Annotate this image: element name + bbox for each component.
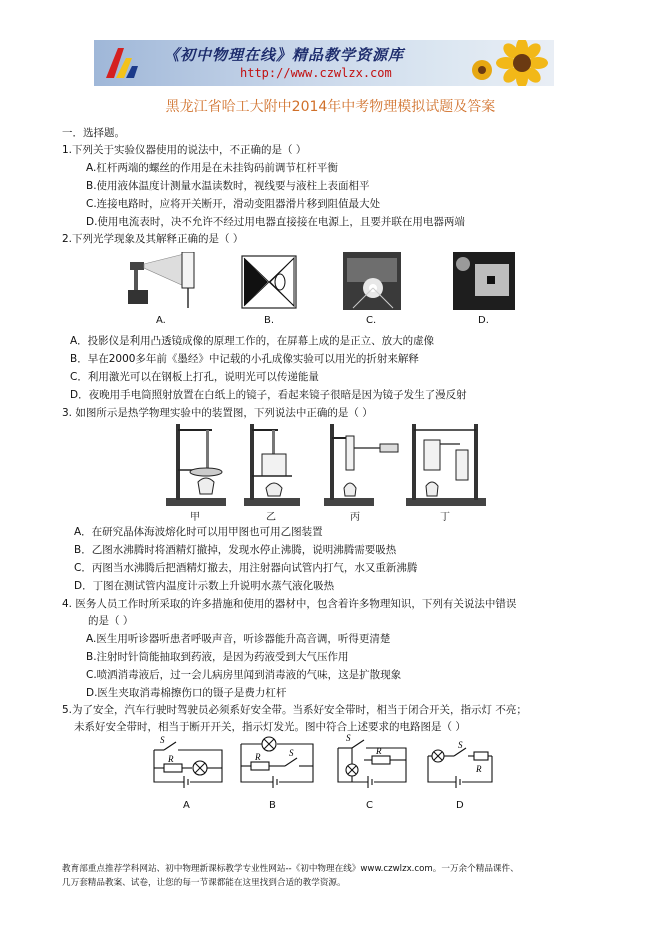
q4-option-b: B.注射时针筒能抽取到药液，是因为药液受到大气压作用: [86, 651, 349, 663]
q5-circuit-d: [424, 740, 496, 788]
q2-stem: 2.下列光学现象及其解释正确的是（ ）: [62, 233, 244, 245]
q3-figure-jia-apparatus: [164, 420, 234, 508]
q5-circuit-b: [237, 734, 317, 788]
site-logo-icon: [102, 44, 142, 82]
q1-option-b: B.使用液体温度计测量水温读数时，视线要与液柱上表面相平: [86, 180, 370, 192]
q3-option-d: D．丁图在测试管内温度计示数上升说明水蒸气液化吸热: [74, 580, 335, 592]
q2-figure-d-label: D.: [478, 315, 489, 326]
q4-option-a: A.医生用听诊器听患者呼吸声音，听诊器能升高音调，听得更清楚: [86, 633, 391, 645]
footer-line1: 教育部重点推荐学科网站、初中物理新课标教学专业性网站--《初中物理在线》www.czwlzx.com。一万余个精品课件、: [62, 864, 519, 874]
q5-stem-line2: 未系好安全带时，相当于断开开关，指示灯发光。图中符合上述要求的电路图是（ ）: [74, 721, 466, 733]
sunflower-icon: [464, 40, 554, 86]
q5-figure-b-label: B: [269, 800, 276, 811]
q3-figure-ding-apparatus: [404, 420, 488, 508]
q3-stem: 3. 如图所示是热学物理实验中的装置图，下列说法中正确的是（ ）: [62, 407, 373, 419]
q2-figure-a-projector: [124, 252, 200, 312]
q2-figure-c-label: C.: [366, 315, 377, 326]
q2-figure-d-mirror: [453, 252, 515, 310]
q3-figure-bing-apparatus: [322, 420, 402, 508]
q5-circuit-c: [334, 734, 410, 788]
q5-stem-line1: 5.为了安全，汽车行驶时驾驶员必须系好安全带。当系好安全带时，相当于闭合开关，指示灯 不亮；: [62, 704, 527, 716]
q4-option-d: D.医生夹取消毒棉擦伤口的镊子是费力杠杆: [86, 687, 287, 699]
banner-title: 《初中物理在线》精品教学资源库: [164, 46, 405, 64]
q4-stem-line2: 的是（ ）: [88, 615, 134, 627]
q3-figure-bing-label: 丙: [350, 512, 360, 523]
q5-a-resistor-symbol: R: [168, 754, 174, 764]
q2-option-b: B．早在2000多年前《墨经》中记载的小孔成像实验可以用光的折射来解释: [70, 353, 419, 365]
q3-figure-yi-label: 乙: [266, 512, 276, 523]
q5-figure-d-label: D: [456, 800, 464, 811]
q2-figure-c-laser: [343, 252, 401, 310]
banner-url[interactable]: http://www.czwlzx.com: [240, 66, 392, 80]
q1-option-c: C.连接电路时，应将开关断开，滑动变阻器滑片移到阻值最大处: [86, 198, 381, 210]
q1-stem: 1.下列关于实验仪器使用的说法中，不正确的是（ ）: [62, 144, 307, 156]
q5-b-switch-symbol: S: [289, 748, 294, 758]
document-title: 黑龙江省哈工大附中2014年中考物理模拟试题及答案: [165, 99, 496, 115]
q4-option-c: C.喷洒消毒液后，过一会儿病房里闻到消毒液的气味，这是扩散现象: [86, 669, 402, 681]
q5-c-resistor-symbol: R: [376, 746, 382, 756]
q2-figure-a-label: A.: [156, 315, 166, 326]
q5-b-resistor-symbol: R: [255, 752, 261, 762]
q1-option-a: A.杠杆两端的螺丝的作用是在未挂钩码前调节杠杆平衡: [86, 162, 338, 174]
q5-figure-a-label: A: [183, 800, 190, 811]
q5-a-switch-symbol: S: [160, 736, 165, 745]
q5-figure-c-label: C: [366, 800, 373, 811]
q4-stem-line1: 4. 医务人员工作时所采取的许多措施和使用的器材中，包含着许多物理知识，下列有关说法中错误: [62, 598, 517, 610]
header-banner: [94, 40, 554, 86]
q2-figure-b-label: B.: [264, 315, 275, 326]
q3-figure-ding-label: 丁: [440, 512, 450, 523]
q2-option-c: C．利用激光可以在钢板上打孔，说明光可以传递能量: [70, 371, 319, 383]
q5-circuit-a: [150, 736, 226, 788]
q1-option-d: D.使用电流表时，决不允许不经过用电器直接接在电源上，且要并联在用电器两端: [86, 216, 465, 228]
q5-d-switch-symbol: S: [458, 740, 463, 750]
section-heading: 一．选择题。: [62, 127, 125, 139]
q2-option-a: A．投影仪是利用凸透镜成像的原理工作的，在屏幕上成的是正立、放大的虚像: [70, 335, 435, 347]
q3-option-b: B．乙图水沸腾时将酒精灯撤掉，发现水停止沸腾，说明沸腾需要吸热: [74, 544, 397, 556]
q3-option-a: A．在研究晶体海波熔化时可以用甲图也可用乙图装置: [74, 526, 323, 538]
q3-option-c: C．丙图当水沸腾后把酒精灯撤去，用注射器向试管内打气，水又重新沸腾: [74, 562, 418, 574]
footer-line2: 几万套精品教案、试卷，让您的每一节课都能在这里找到合适的教学资源。: [62, 878, 346, 888]
q3-figure-yi-apparatus: [242, 420, 302, 508]
q3-figure-jia-label: 甲: [190, 512, 200, 523]
q5-c-switch-symbol: S: [346, 734, 351, 743]
q2-option-d: D．夜晚用手电筒照射放置在白纸上的镜子，看起来镜子很暗是因为镜子发生了漫反射: [70, 389, 467, 401]
q5-d-resistor-symbol: R: [476, 764, 482, 774]
q2-figure-b-pinhole: [240, 252, 298, 312]
